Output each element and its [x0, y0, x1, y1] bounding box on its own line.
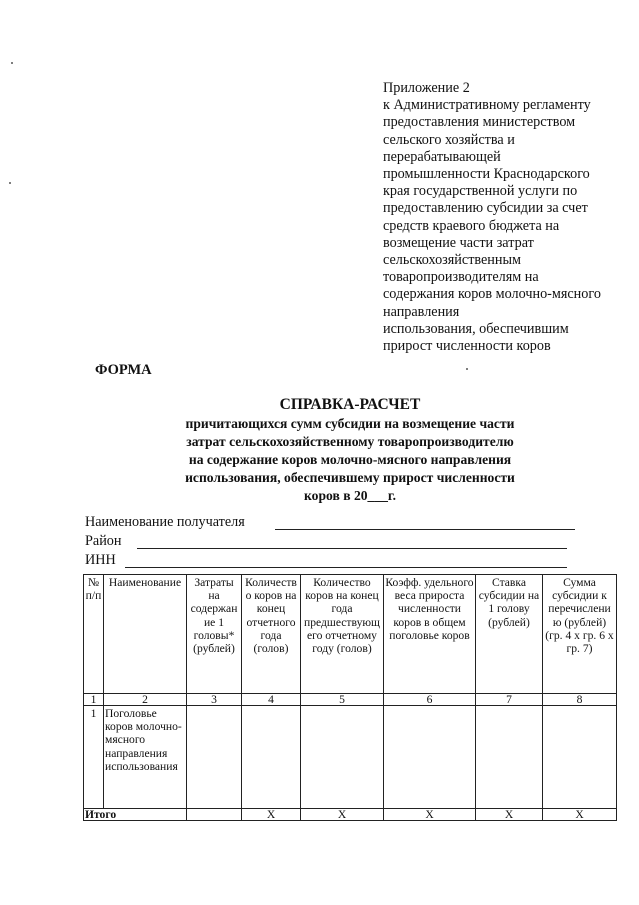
appendix-line: края государственной услуги по — [383, 183, 578, 200]
table-cell[interactable] — [543, 706, 617, 809]
recipient-fields — [85, 514, 585, 571]
appendix-line: предоставления министерством — [383, 114, 576, 131]
title-line: коров в 20___г. — [304, 488, 396, 503]
column-number: 6 — [384, 694, 476, 706]
scan-speck — [466, 368, 468, 370]
appendix-line: перерабатывающей — [383, 148, 501, 165]
total-cell: Х — [543, 809, 617, 821]
scan-speck — [9, 182, 11, 184]
appendix-line: Приложение 2 — [383, 80, 470, 96]
appendix-line: возмещение части затрат — [383, 234, 534, 251]
column-number: 2 — [104, 694, 187, 706]
total-label: Итого — [84, 809, 187, 821]
appendix-line: сельскохозяйственным — [383, 252, 522, 269]
district-row — [85, 533, 585, 552]
header-cell: Ставка субсидии на 1 голову (рублей) — [476, 575, 543, 694]
scan-speck — [11, 62, 13, 64]
appendix-line: прирост численности коров — [383, 338, 551, 355]
appendix-line: использования, обеспечившим — [383, 320, 569, 337]
table-row — [84, 706, 617, 809]
total-cell[interactable] — [187, 809, 242, 821]
header-cell: Количество коров на конец отчетного года (голов) — [242, 575, 301, 694]
row-name: Поголовье коров молочно-мясного направления использования — [104, 706, 187, 809]
document-title — [120, 395, 580, 505]
appendix-line: сельского хозяйства и — [383, 131, 515, 148]
inn-row — [85, 552, 585, 571]
recipient-name-row — [85, 514, 585, 533]
total-cell: Х — [242, 809, 301, 821]
table-cell[interactable] — [187, 706, 242, 809]
table-cell[interactable] — [242, 706, 301, 809]
appendix-line: товаропроизводителям на — [383, 269, 539, 286]
inn-field[interactable] — [125, 567, 567, 568]
column-number: 7 — [476, 694, 543, 706]
total-cell: Х — [476, 809, 543, 821]
table-cell[interactable] — [476, 706, 543, 809]
inn-label: ИНН — [85, 552, 116, 568]
appendix-line: содержания коров молочно-мясного — [383, 286, 601, 303]
appendix-line: средств краевого бюджета на — [383, 217, 560, 234]
table-cell[interactable] — [384, 706, 476, 809]
appendix-note — [383, 80, 628, 355]
title-line: на содержание коров молочно-мясного направления — [188, 452, 512, 467]
district-field[interactable] — [137, 548, 567, 549]
table-cell[interactable] — [301, 706, 384, 809]
form-label: ФОРМА — [95, 362, 152, 378]
header-cell: Наименование — [104, 575, 187, 694]
total-row — [84, 809, 617, 821]
title-line: причитающихся сумм субсидии на возмещение части — [185, 416, 515, 431]
total-cell: Х — [301, 809, 384, 821]
title-line: использования, обеспечившему прирост численности — [185, 470, 515, 485]
column-number: 8 — [543, 694, 617, 706]
total-cell: Х — [384, 809, 476, 821]
header-cell: Сумма субсидии к перечислению (рублей) (гр. 4 х гр. 6 х гр. 7) — [543, 575, 617, 694]
column-number: 4 — [242, 694, 301, 706]
district-label: Район — [85, 533, 122, 549]
column-number: 5 — [301, 694, 384, 706]
row-number: 1 — [84, 706, 104, 809]
recipient-name-label: Наименование получателя — [85, 514, 245, 530]
table-header-row — [84, 575, 617, 694]
title-line: затрат сельскохозяйственному товаропроизводителю — [186, 434, 514, 449]
header-cell: № п/п — [84, 575, 104, 694]
header-cell: Коэфф. удельного веса прироста численности коров в общем поголовье коров — [384, 575, 476, 694]
appendix-line: предоставлению субсидии за счет — [383, 200, 588, 217]
header-cell: Затраты на содержание 1 головы* (рублей) — [187, 575, 242, 694]
header-cell: Количество коров на конец года предшествующего отчетному году (голов) — [301, 575, 384, 694]
column-number: 3 — [187, 694, 242, 706]
appendix-line: к Административному регламенту — [383, 97, 591, 114]
appendix-line: промышленности Краснодарского — [383, 166, 590, 183]
column-number-row — [84, 694, 617, 706]
recipient-name-field[interactable] — [275, 529, 575, 530]
appendix-line: направления — [383, 303, 460, 320]
title-main: СПРАВКА-РАСЧЕТ — [279, 396, 421, 413]
subsidy-calculation-table — [83, 574, 617, 821]
column-number: 1 — [84, 694, 104, 706]
